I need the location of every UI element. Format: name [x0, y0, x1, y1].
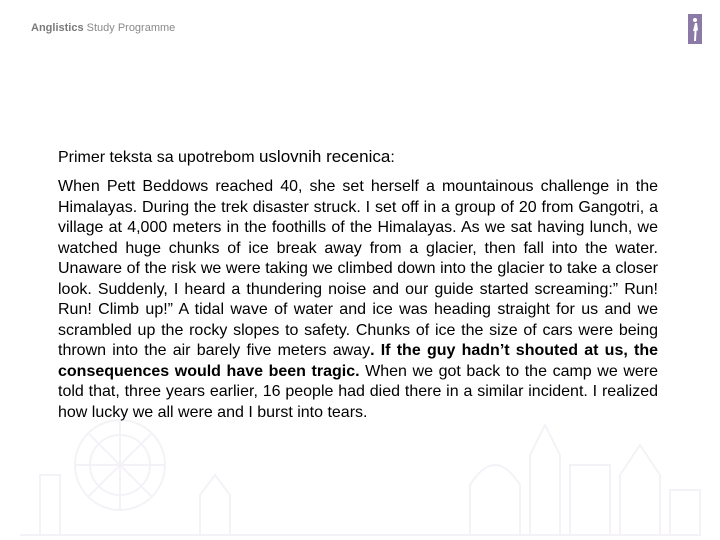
intro-suffix: :: [390, 149, 395, 166]
figure-icon: [688, 14, 702, 44]
paragraph-part2: When we got back to the camp we were told that, three years earlier, 16 people had died there in a similar incident. I realized how lucky we all were and I burst into tears.: [58, 362, 659, 421]
intro-prefix: Primer teksta sa upotrebom: [58, 149, 259, 166]
slide-content: [58, 147, 658, 423]
intro-term: uslovnih recenica: [258, 147, 391, 166]
paragraph-part1: When Pett Beddows reached 40, she set herself a mountainous challenge in the Himalayas. During the trek disaster struck. I set off in a group of 20 from Gangotri, a village at 4,000 meters in the foothills of the Himalayas. As we sat having lunch, we watched huge chunks of ice break away from a glacier, then fall into the water. Unaware of the risk we were taking we climbed down into the glacier to take a closer look. Suddenly, I heard a thundering noise and our guide started screaming:” Run! Run! Climb up!” A tidal wave of water and ice was heading straight for us and we scrambled up the rocky slopes to safety. Chunks of ice the size of cars were being thrown into the air barely five meters away: [58, 178, 658, 359]
conditional-sentence: . If the guy hadn’t shouted at us, the consequences would have been tragic.: [58, 342, 659, 380]
header-brand: Anglistics: [31, 22, 84, 34]
story-paragraph: [58, 177, 658, 423]
intro-line: [58, 147, 658, 168]
header-programme: Study Programme: [83, 22, 176, 34]
slide-header: [31, 22, 175, 34]
